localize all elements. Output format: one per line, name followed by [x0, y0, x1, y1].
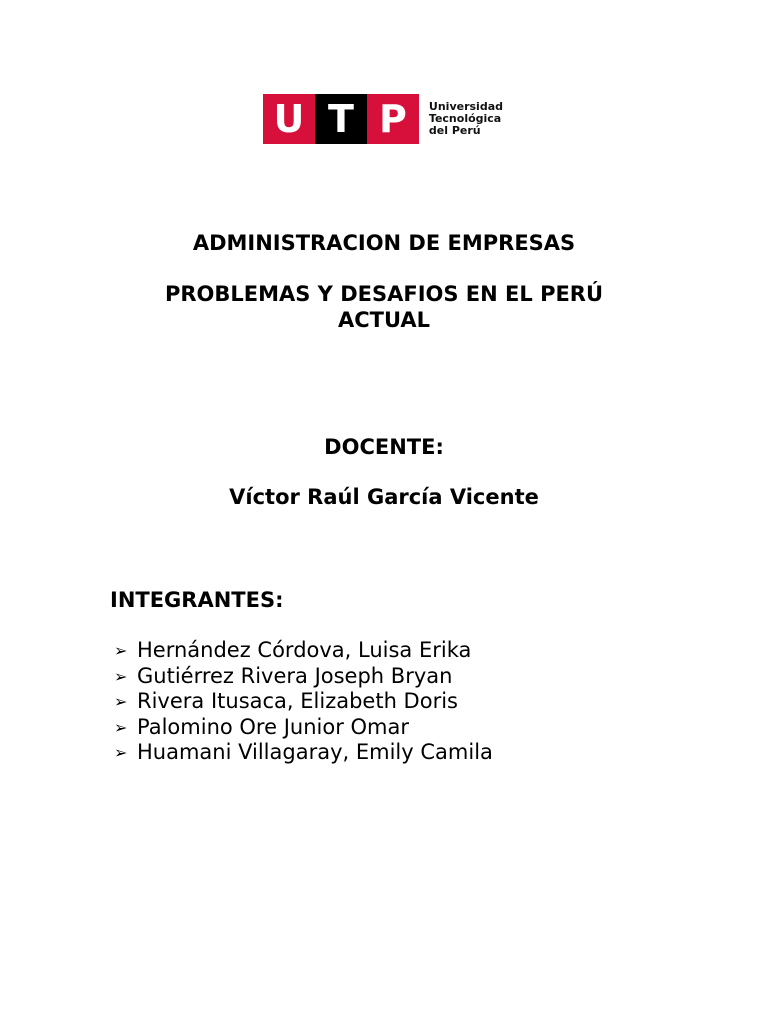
- logo-text-line: del Perú: [428, 124, 481, 137]
- docente-label: DOCENTE:: [324, 435, 444, 459]
- arrow-bullet-icon: ➢: [114, 692, 128, 712]
- logo-text: [429, 101, 503, 137]
- list-item: [114, 638, 493, 664]
- arrow-bullet-icon: ➢: [114, 717, 128, 737]
- integrantes-label: INTEGRANTES:: [110, 588, 284, 612]
- logo-letter-p: P: [367, 94, 419, 144]
- list-item: [114, 740, 493, 766]
- logo-letter-t: T: [315, 94, 367, 144]
- integrantes-list: [114, 638, 493, 766]
- member-name: Palomino Ore Junior Omar: [137, 714, 409, 739]
- arrow-bullet-icon: ➢: [114, 666, 128, 686]
- utp-logo: [263, 94, 503, 144]
- topic-title: PROBLEMAS Y DESAFIOS EN EL PERÚ ACTUAL: [164, 282, 604, 332]
- arrow-bullet-icon: ➢: [114, 743, 128, 763]
- member-name: Rivera Itusaca, Elizabeth Doris: [137, 689, 458, 714]
- list-item: [114, 664, 493, 690]
- member-name: Hernández Córdova, Luisa Erika: [137, 638, 472, 663]
- member-name: Huamani Villagaray, Emily Camila: [137, 740, 493, 765]
- course-title: ADMINISTRACION DE EMPRESAS: [192, 231, 576, 255]
- list-item: [114, 715, 493, 741]
- member-name: Gutiérrez Rivera Joseph Bryan: [137, 663, 453, 688]
- arrow-bullet-icon: ➢: [114, 641, 128, 661]
- logo-letter-u: U: [263, 94, 315, 144]
- docente-name: Víctor Raúl García Vicente: [229, 485, 539, 509]
- logo-text-line: Tecnológica: [428, 112, 502, 125]
- logo-text-line: Universidad: [428, 100, 503, 113]
- list-item: [114, 689, 493, 715]
